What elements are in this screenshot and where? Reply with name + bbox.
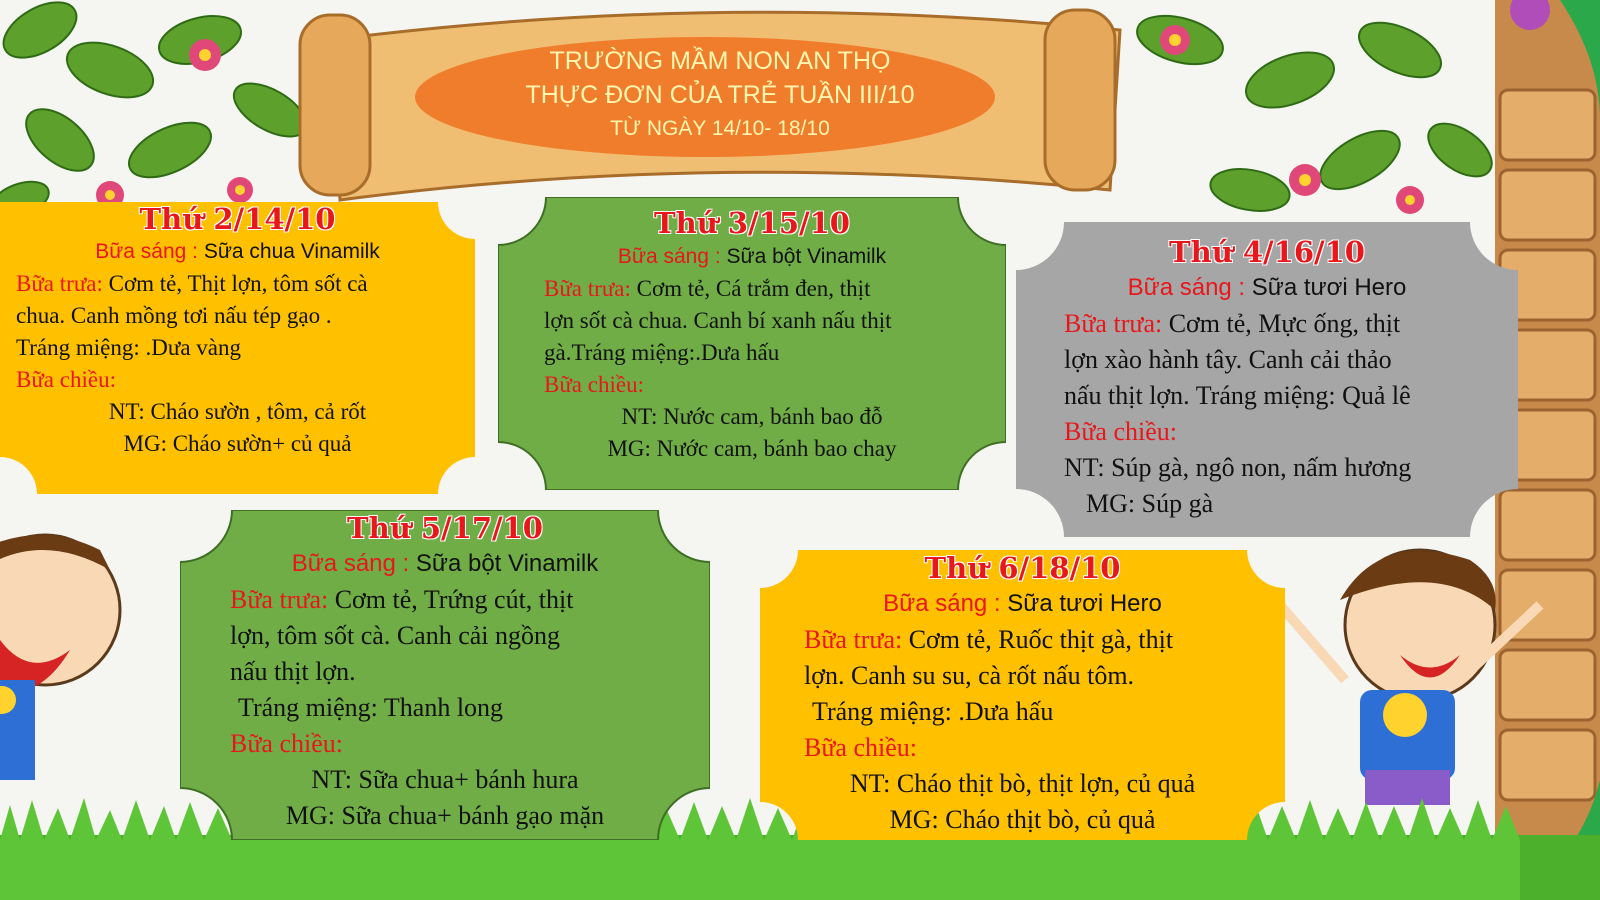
- breakfast-line: Bữa sáng : Sữa bột Vinamilk: [291, 550, 599, 577]
- day-title: Thứ 3/15/10: [654, 206, 850, 240]
- afternoon-label: Bữa chiều:: [1064, 417, 1178, 446]
- breakfast-line: Bữa sáng : Sữa tươi Hero: [883, 590, 1162, 617]
- afternoon-nt: NT: Súp gà, ngô non, nấm hương: [1064, 453, 1412, 482]
- lunch-line-2: lợn, tôm sốt cà. Canh cải ngồng: [230, 621, 561, 650]
- afternoon-label: Bữa chiều:: [804, 733, 918, 762]
- afternoon-mg: MG: Sữa chua+ bánh gạo mặn: [285, 801, 605, 830]
- dessert-line: Tráng miệng: Thanh long: [238, 693, 504, 722]
- dessert-line: Tráng miệng: .Dưa vàng: [16, 335, 241, 360]
- school-name: TRƯỜNG MẦM NON AN THỌ: [549, 47, 891, 75]
- breakfast-line: Bữa sáng : Sữa tươi Hero: [1127, 274, 1407, 301]
- menu-card-thursday: [180, 510, 710, 840]
- day-title: Thứ 6/18/10: [924, 551, 1121, 585]
- lunch-line: Bữa trưa: Cơm tẻ, Trứng cút, thịt: [230, 585, 574, 614]
- dessert-line: gà.Tráng miệng:.Dưa hấu: [544, 340, 780, 365]
- lunch-line-2: lợn sốt cà chua. Canh bí xanh nấu thịt: [544, 308, 892, 333]
- dessert-line: nấu thịt lợn. Tráng miệng: Quả lê: [1064, 381, 1411, 410]
- afternoon-nt: NT: Nước cam, bánh bao đỗ: [621, 404, 883, 429]
- afternoon-label: Bữa chiều:: [230, 729, 344, 758]
- menu-card-monday: [0, 202, 475, 494]
- date-range: TỪ NGÀY 14/10- 18/10: [610, 117, 830, 140]
- day-title: Thứ 5/17/10: [347, 511, 543, 545]
- afternoon-nt: NT: Cháo thịt bò, thịt lợn, củ quả: [849, 769, 1196, 798]
- menu-card-wednesday: [1016, 222, 1518, 537]
- afternoon-label: Bữa chiều:: [544, 372, 644, 397]
- afternoon-nt: NT: Sữa chua+ bánh hura: [311, 765, 579, 794]
- breakfast-line: Bữa sáng : Sữa chua Vinamilk: [95, 240, 380, 263]
- day-title: Thứ 4/16/10: [1169, 235, 1365, 269]
- day-title: Thứ 2/14/10: [139, 202, 336, 236]
- afternoon-nt: NT: Cháo sườn , tôm, cả rốt: [108, 399, 367, 424]
- lunch-line-2: lợn xào hành tây. Canh cải thảo: [1064, 345, 1392, 374]
- lunch-line: Bữa trưa: Cơm tẻ, Cá trắm đen, thịt: [544, 276, 871, 301]
- dessert-line: Tráng miệng: .Dưa hấu: [812, 697, 1054, 726]
- menu-card-tuesday: [498, 197, 1006, 490]
- menu-header: [420, 40, 1020, 160]
- afternoon-mg: MG: Cháo thịt bò, củ quả: [889, 805, 1156, 834]
- lunch-line: Bữa trưa: Cơm tẻ, Ruốc thịt gà, thịt: [804, 625, 1174, 654]
- afternoon-mg: MG: Súp gà: [1086, 489, 1214, 518]
- afternoon-label: Bữa chiều:: [16, 367, 116, 392]
- menu-title: THỰC ĐƠN CỦA TRẺ TUẦN III/10: [525, 81, 915, 109]
- breakfast-line: Bữa sáng : Sữa bột Vinamilk: [617, 245, 887, 268]
- lunch-line: Bữa trưa: Cơm tẻ, Thịt lợn, tôm sốt cà: [16, 271, 368, 296]
- menu-card-friday: [760, 550, 1285, 840]
- lunch-line-2: lợn. Canh su su, cà rốt nấu tôm.: [804, 661, 1135, 690]
- lunch-line: Bữa trưa: Cơm tẻ, Mực ống, thịt: [1064, 309, 1401, 338]
- lunch-line-3: nấu thịt lợn.: [230, 657, 356, 686]
- afternoon-mg: MG: Cháo sườn+ củ quả: [123, 431, 352, 456]
- lunch-line-2: chua. Canh mồng tơi nấu tép gạo .: [16, 303, 332, 328]
- afternoon-mg: MG: Nước cam, bánh bao chay: [607, 436, 897, 461]
